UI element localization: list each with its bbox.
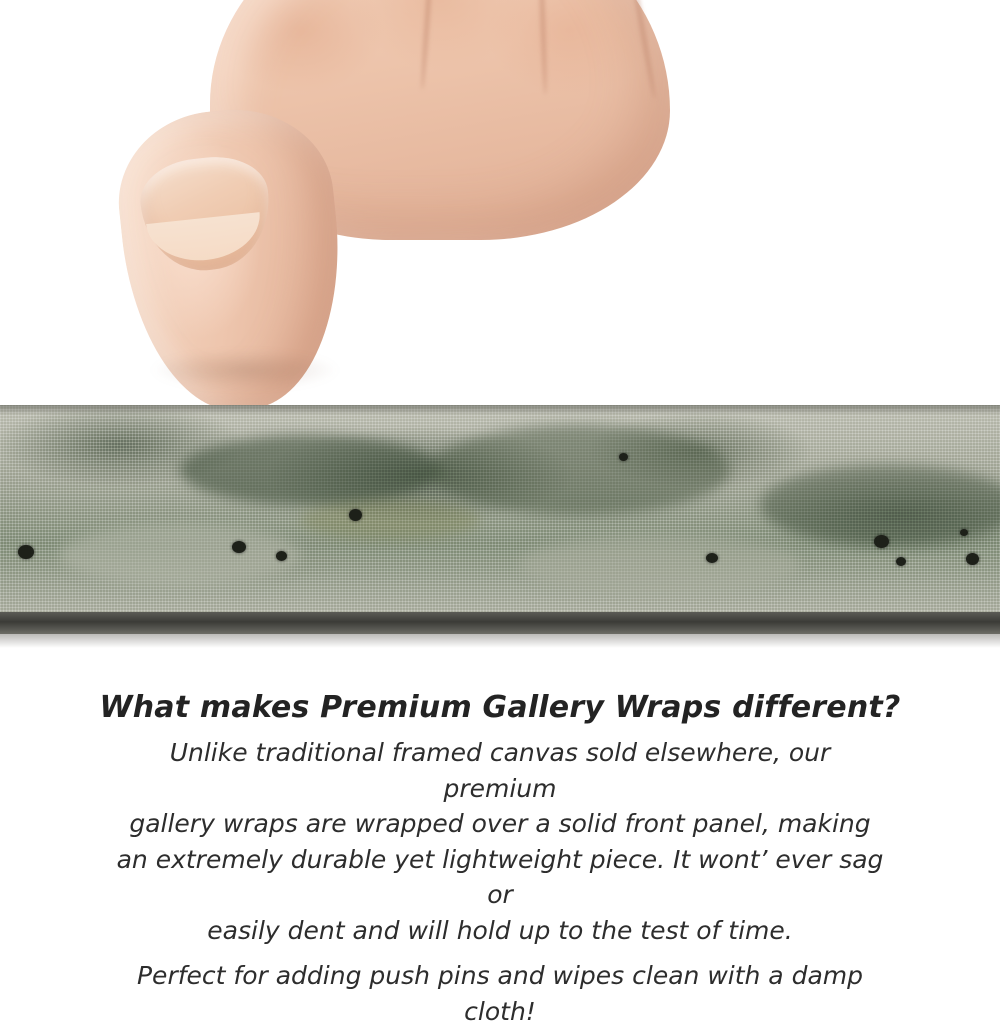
canvas-edge-strip [0, 405, 1000, 620]
knuckle-crease [420, 0, 435, 90]
canvas-spot [874, 535, 889, 548]
caption-line: gallery wraps are wrapped over a solid front panel, making [129, 809, 871, 838]
canvas-spot [276, 551, 287, 561]
caption-last-line: Perfect for adding push pins and wipes clean with a damp cloth! [136, 961, 863, 1026]
caption-block [0, 690, 1000, 1029]
knuckle-crease [537, 0, 548, 95]
caption-line: Unlike traditional framed canvas sold elsewhere, our premium [169, 738, 831, 803]
paint-smear [60, 525, 300, 585]
caption-line: an extremely durable yet lightweight piece. It wont’ ever sag or [116, 844, 884, 909]
caption-line: easily dent and will hold up to the test of time. [207, 915, 793, 945]
canvas-spot [966, 553, 979, 565]
canvas-top-shadow [0, 405, 1000, 415]
canvas-spot [896, 557, 906, 566]
canvas-spot [232, 541, 246, 553]
paint-smear [430, 425, 730, 515]
knuckle-crease [628, 0, 657, 99]
paint-smear [300, 500, 480, 540]
paint-smear [180, 435, 440, 505]
canvas-spot [18, 545, 34, 559]
finger-shadow [150, 350, 340, 390]
canvas-bottom-edge [0, 612, 1000, 634]
canvas-spot [619, 453, 628, 461]
caption-body [110, 735, 890, 1029]
canvas-spot [960, 529, 968, 536]
canvas-spot [706, 553, 718, 563]
canvas-drop-shadow [0, 634, 1000, 648]
hand-illustration [90, 0, 650, 420]
caption-title: What makes Premium Gallery Wraps different? [99, 690, 901, 725]
paint-smear [520, 535, 800, 595]
canvas-spot [349, 509, 362, 521]
